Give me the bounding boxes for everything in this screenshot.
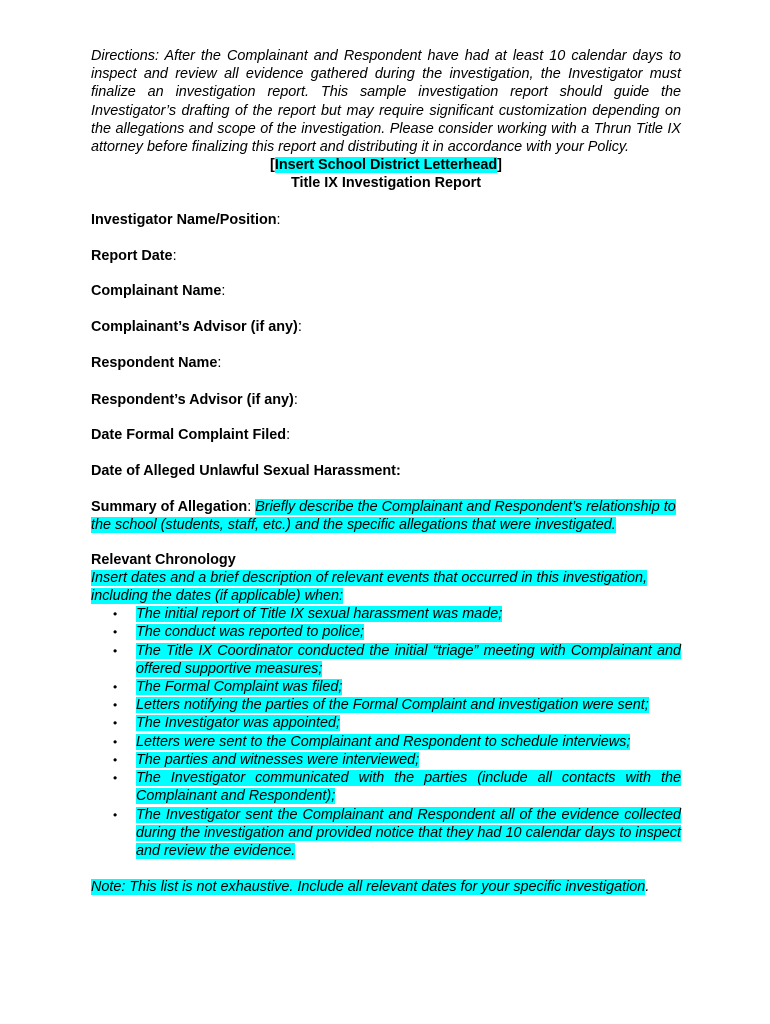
field-respondent-name — [91, 354, 681, 372]
letterhead-placeholder — [91, 156, 681, 174]
list-item — [91, 733, 681, 751]
bullet-icon: • — [113, 734, 118, 749]
summary-colon: : — [247, 499, 256, 516]
note-period: . — [645, 879, 650, 896]
field-date-alleged: Date of Alleged Unlawful Sexual Harassment: — [91, 463, 401, 480]
list-item-text: The Investigator sent the Complainant and Respondent all of the evidence collected during the investigation and provided notice that they had 10 calendar days to inspect and review the evidence. — [136, 806, 681, 859]
field-colon: : — [221, 283, 226, 300]
field-colon: : — [172, 247, 177, 264]
report-title: Title IX Investigation Report — [290, 175, 482, 192]
list-item-text: Letters notifying the parties of the Formal Complaint and investigation were sent; — [136, 697, 649, 714]
list-item-text: The Investigator was appointed; — [136, 715, 340, 732]
bullet-icon: • — [113, 625, 118, 640]
note-paragraph — [91, 878, 681, 896]
field-investigator-label: Investigator Name/Position — [91, 211, 277, 228]
list-item — [91, 751, 681, 769]
report-template-page — [91, 47, 681, 896]
bullet-icon: • — [113, 643, 118, 658]
field-colon: : — [293, 391, 298, 408]
field-complainant-advisor-label: Complainant’s Advisor (if any) — [91, 319, 298, 336]
letterhead-highlight-text: Insert School District Letterhead — [274, 157, 498, 174]
bullet-icon: • — [113, 607, 118, 622]
bullet-icon: • — [113, 698, 118, 713]
bullet-icon: • — [113, 807, 118, 822]
list-item — [91, 806, 681, 861]
list-item — [91, 605, 681, 623]
field-colon: : — [217, 355, 222, 372]
list-item-text: Letters were sent to the Complainant and Respondent to schedule interviews; — [136, 733, 631, 750]
chronology-intro-text: Insert dates and a brief description of relevant events that occurred in this investigation, including the dates (if applicable) when: — [91, 569, 647, 605]
letterhead-close-bracket: ] — [497, 157, 502, 174]
chronology-intro — [91, 569, 681, 605]
letterhead-open-bracket: [ — [270, 157, 275, 174]
list-item-text: The Title IX Coordinator conducted the initial “triage” meeting with Complainant and offered supportive measures; — [136, 642, 681, 677]
summary-placeholder-text: Briefly describe the Complainant and Respondent’s relationship to the school (students, staff, etc.) and the specific allegations that were investigated. — [91, 499, 676, 534]
bullet-icon: • — [113, 716, 118, 731]
field-respondent-name-label: Respondent Name — [91, 355, 218, 372]
field-date-filed-label: Date Formal Complaint Filed — [91, 426, 287, 443]
list-item-text: The initial report of Title IX sexual harassment was made; — [136, 606, 503, 623]
list-item — [91, 623, 681, 641]
field-complainant-advisor — [91, 318, 681, 336]
summary-label: Summary of Allegation — [91, 499, 248, 516]
list-item — [91, 678, 681, 696]
field-date-filed — [91, 426, 681, 444]
list-item-text: The Formal Complaint was filed; — [136, 679, 343, 696]
summary-of-allegation — [91, 498, 681, 534]
field-complainant-name-label: Complainant Name — [91, 283, 222, 300]
list-item-text: The Investigator communicated with the parties (include all contacts with the Complainant and Respondent); — [136, 770, 681, 805]
chronology-heading: Relevant Chronology — [91, 551, 236, 568]
bullet-icon: • — [113, 752, 118, 767]
list-item-text: The conduct was reported to police; — [136, 624, 364, 641]
field-colon: : — [276, 211, 281, 228]
directions-paragraph: Directions: After the Complainant and Respondent have had at least 10 calendar days to inspect and review all evidence gathered during the investigation, the Investigator must finalize an investigation report. This sample investigation report should guide the Investigator’s drafting of the report but may require significant customization depending on the allegations and scope of the investigation. Please consider working with a Thrun Title IX attorney before finalizing this report and distributing it in accordance with your Policy. — [91, 48, 681, 156]
chronology-list — [91, 605, 681, 860]
list-item — [91, 696, 681, 714]
field-colon: : — [286, 426, 291, 443]
field-report-date-label: Report Date — [91, 247, 173, 264]
list-item — [91, 642, 681, 678]
list-item — [91, 769, 681, 805]
field-respondent-advisor-label: Respondent’s Advisor (if any) — [91, 391, 294, 408]
field-colon: : — [297, 319, 302, 336]
field-respondent-advisor — [91, 391, 681, 409]
bullet-icon: • — [113, 680, 118, 695]
note-text: Note: This list is not exhaustive. Include all relevant dates for your specific investigation — [91, 879, 646, 896]
field-investigator — [91, 211, 681, 229]
field-complainant-name — [91, 282, 681, 300]
list-item — [91, 714, 681, 732]
field-report-date — [91, 247, 681, 265]
bullet-icon: • — [113, 771, 118, 786]
list-item-text: The parties and witnesses were interviewed; — [136, 751, 420, 768]
